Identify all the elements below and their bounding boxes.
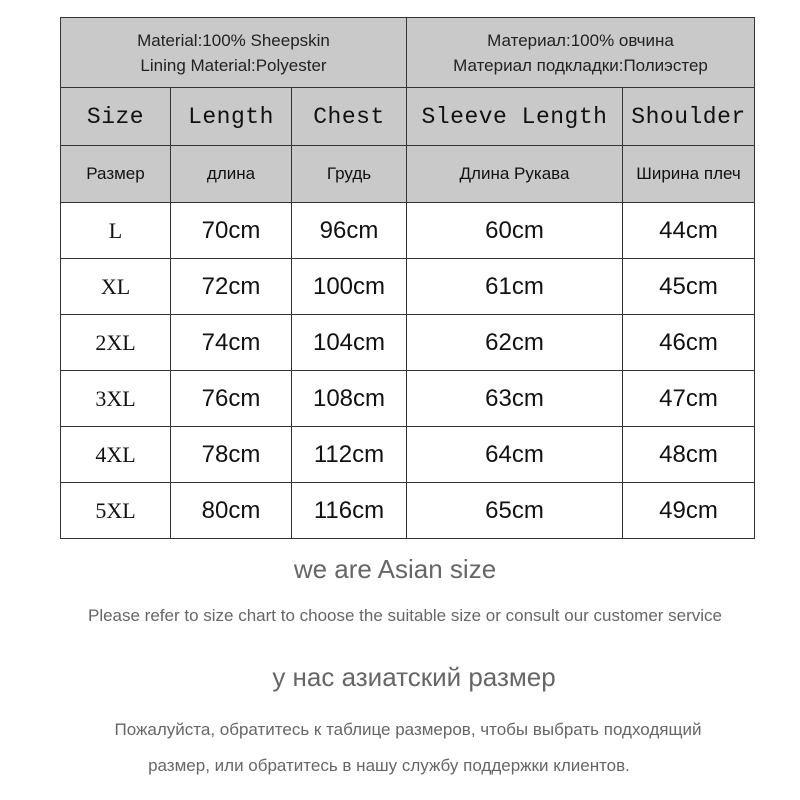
material-cell-ru <box>407 18 755 88</box>
header-length-en: Length <box>171 88 292 146</box>
shoulder-cell: 48cm <box>623 427 755 483</box>
chest-cell: 96cm <box>292 203 407 259</box>
table-row <box>61 315 755 371</box>
size-chart-table <box>60 17 755 539</box>
length-cell: 80cm <box>171 483 292 539</box>
header-shoulder-ru: Ширина плеч <box>623 146 755 203</box>
size-cell: 4XL <box>61 427 171 483</box>
length-cell: 78cm <box>171 427 292 483</box>
material-row <box>61 18 755 88</box>
size-cell: 5XL <box>61 483 171 539</box>
size-cell: L <box>61 203 171 259</box>
material-cell-en <box>61 18 407 88</box>
asian-size-heading-en: we are Asian size <box>293 554 497 584</box>
asian-size-heading-ru: у нас азиатский размер <box>272 662 556 692</box>
header-sleeve-length-en: Sleeve Length <box>407 88 623 146</box>
lining-text-ru: Материал подкладки:Полиэстер <box>453 55 708 75</box>
chest-cell: 104cm <box>292 315 407 371</box>
sleeve-length-cell: 61cm <box>407 259 623 315</box>
header-row-ru <box>61 146 755 203</box>
chest-cell: 100cm <box>292 259 407 315</box>
shoulder-cell: 47cm <box>623 371 755 427</box>
length-cell: 70cm <box>171 203 292 259</box>
chest-cell: 112cm <box>292 427 407 483</box>
lining-text-en: Lining Material:Polyester <box>140 55 327 75</box>
table-row <box>61 483 755 539</box>
sleeve-length-cell: 64cm <box>407 427 623 483</box>
shoulder-cell: 45cm <box>623 259 755 315</box>
size-advice-text-ru-line1: Пожалуйста, обратитесь к таблице размеров, чтобы выбрать подходящий <box>114 720 702 739</box>
size-cell: XL <box>61 259 171 315</box>
table-row <box>61 203 755 259</box>
header-shoulder-en: Shoulder <box>623 88 755 146</box>
length-cell: 76cm <box>171 371 292 427</box>
chest-cell: 108cm <box>292 371 407 427</box>
header-sleeve-length-ru: Длина Рукава <box>407 146 623 203</box>
material-text-ru: Материал:100% овчина <box>487 30 674 50</box>
header-size-en: Size <box>61 88 171 146</box>
sleeve-length-cell: 63cm <box>407 371 623 427</box>
sleeve-length-cell: 62cm <box>407 315 623 371</box>
length-cell: 74cm <box>171 315 292 371</box>
header-size-ru: Размер <box>61 146 171 203</box>
material-text-en: Material:100% Sheepskin <box>137 30 330 50</box>
header-length-ru: длина <box>171 146 292 203</box>
table-row <box>61 371 755 427</box>
size-cell: 2XL <box>61 315 171 371</box>
shoulder-cell: 49cm <box>623 483 755 539</box>
header-chest-ru: Грудь <box>292 146 407 203</box>
header-chest-en: Chest <box>292 88 407 146</box>
header-row-en <box>61 88 755 146</box>
sleeve-length-cell: 65cm <box>407 483 623 539</box>
sleeve-length-cell: 60cm <box>407 203 623 259</box>
table-row <box>61 259 755 315</box>
table-row <box>61 427 755 483</box>
chest-cell: 116cm <box>292 483 407 539</box>
length-cell: 72cm <box>171 259 292 315</box>
shoulder-cell: 44cm <box>623 203 755 259</box>
size-advice-text-ru-line2: размер, или обратитесь в нашу службу поддержки клиентов. <box>148 756 630 775</box>
size-advice-text-en: Please refer to size chart to choose the suitable size or consult our customer service <box>87 606 723 625</box>
size-cell: 3XL <box>61 371 171 427</box>
shoulder-cell: 46cm <box>623 315 755 371</box>
